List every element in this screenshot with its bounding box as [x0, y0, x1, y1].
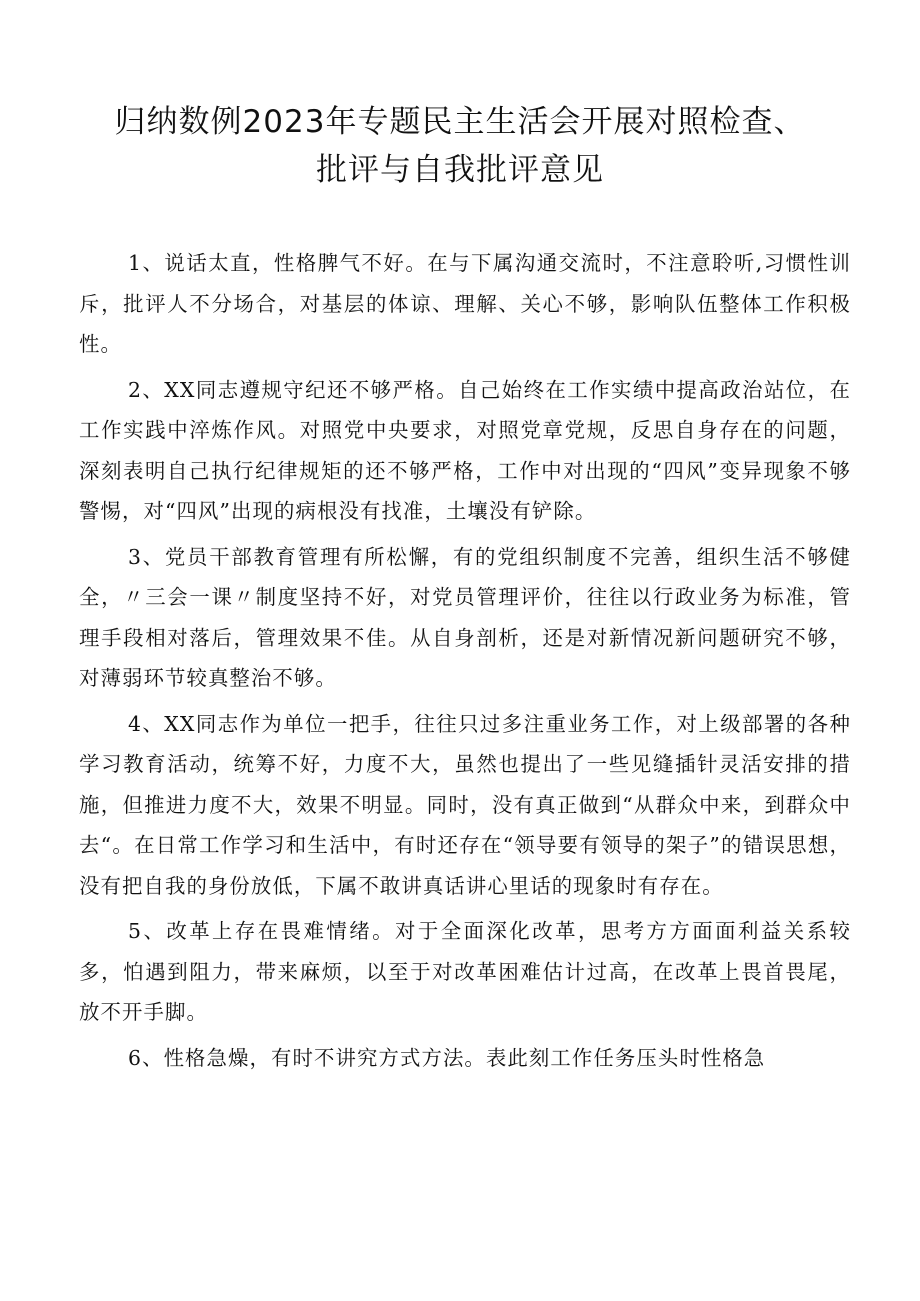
paragraph-1: 1、说话太直，性格脾气不好。在与下属沟通交流时，不注意聆听,习惯性训斥，批评人不分场合，对基层的体谅、理解、关心不够，影响队伍整体工作积极性。	[79, 251, 851, 356]
document-title-line-1: 归纳数例2023年专题民主生活会开展对照检查、	[114, 104, 806, 140]
paragraph-5: 5、改革上存在畏难情绪。对于全面深化改革，思考方方面面利益关系较多，怕遇到阻力，带来麻烦，以至于对改革困难估计过高，在改革上畏首畏尾，放不开手脚。	[79, 919, 851, 1024]
document-title-line-2: 批评与自我批评意见	[316, 152, 604, 188]
paragraph-2: 2、XX同志遵规守纪还不够严格。自己始终在工作实绩中提高政治站位，在工作实践中淬炼作风。对照党中央要求，对照党章党规，反思自身存在的问题，深刻表明自己执行纪律规矩的还不够严格，工作中对出现的“四风”变异现象不够警惕，对“四风”出现的病根没有找准，土壤没有铲除。	[79, 377, 851, 523]
document-title	[60, 98, 860, 194]
document-body	[79, 243, 851, 1083]
paragraph-3: 3、党员干部教育管理有所松懈，有的党组织制度不完善，组织生活不够健全，〃三会一课〃制度坚持不好，对党员管理评价，往往以行政业务为标准，管理手段相对落后，管理效果不佳。从自身剖析，还是对新情况新问题研究不够，对薄弱环节较真整治不够。	[79, 544, 851, 690]
paragraph-4: 4、XX同志作为单位一把手，往往只过多注重业务工作，对上级部署的各种学习教育活动，统筹不好，力度不大，虽然也提出了一些见缝插针灵活安排的措施，但推进力度不大，效果不明显。同时，没有真正做到“从群众中来，到群众中去“。在日常工作学习和生活中，有时还存在“领导要有领导的架子”的错误思想，没有把自我的身份放低，下属不敢讲真话讲心里话的现象时有存在。	[79, 711, 851, 898]
paragraph-6: 6、性格急燥，有时不讲究方式方法。表此刻工作任务压头时性格急	[128, 1045, 766, 1070]
